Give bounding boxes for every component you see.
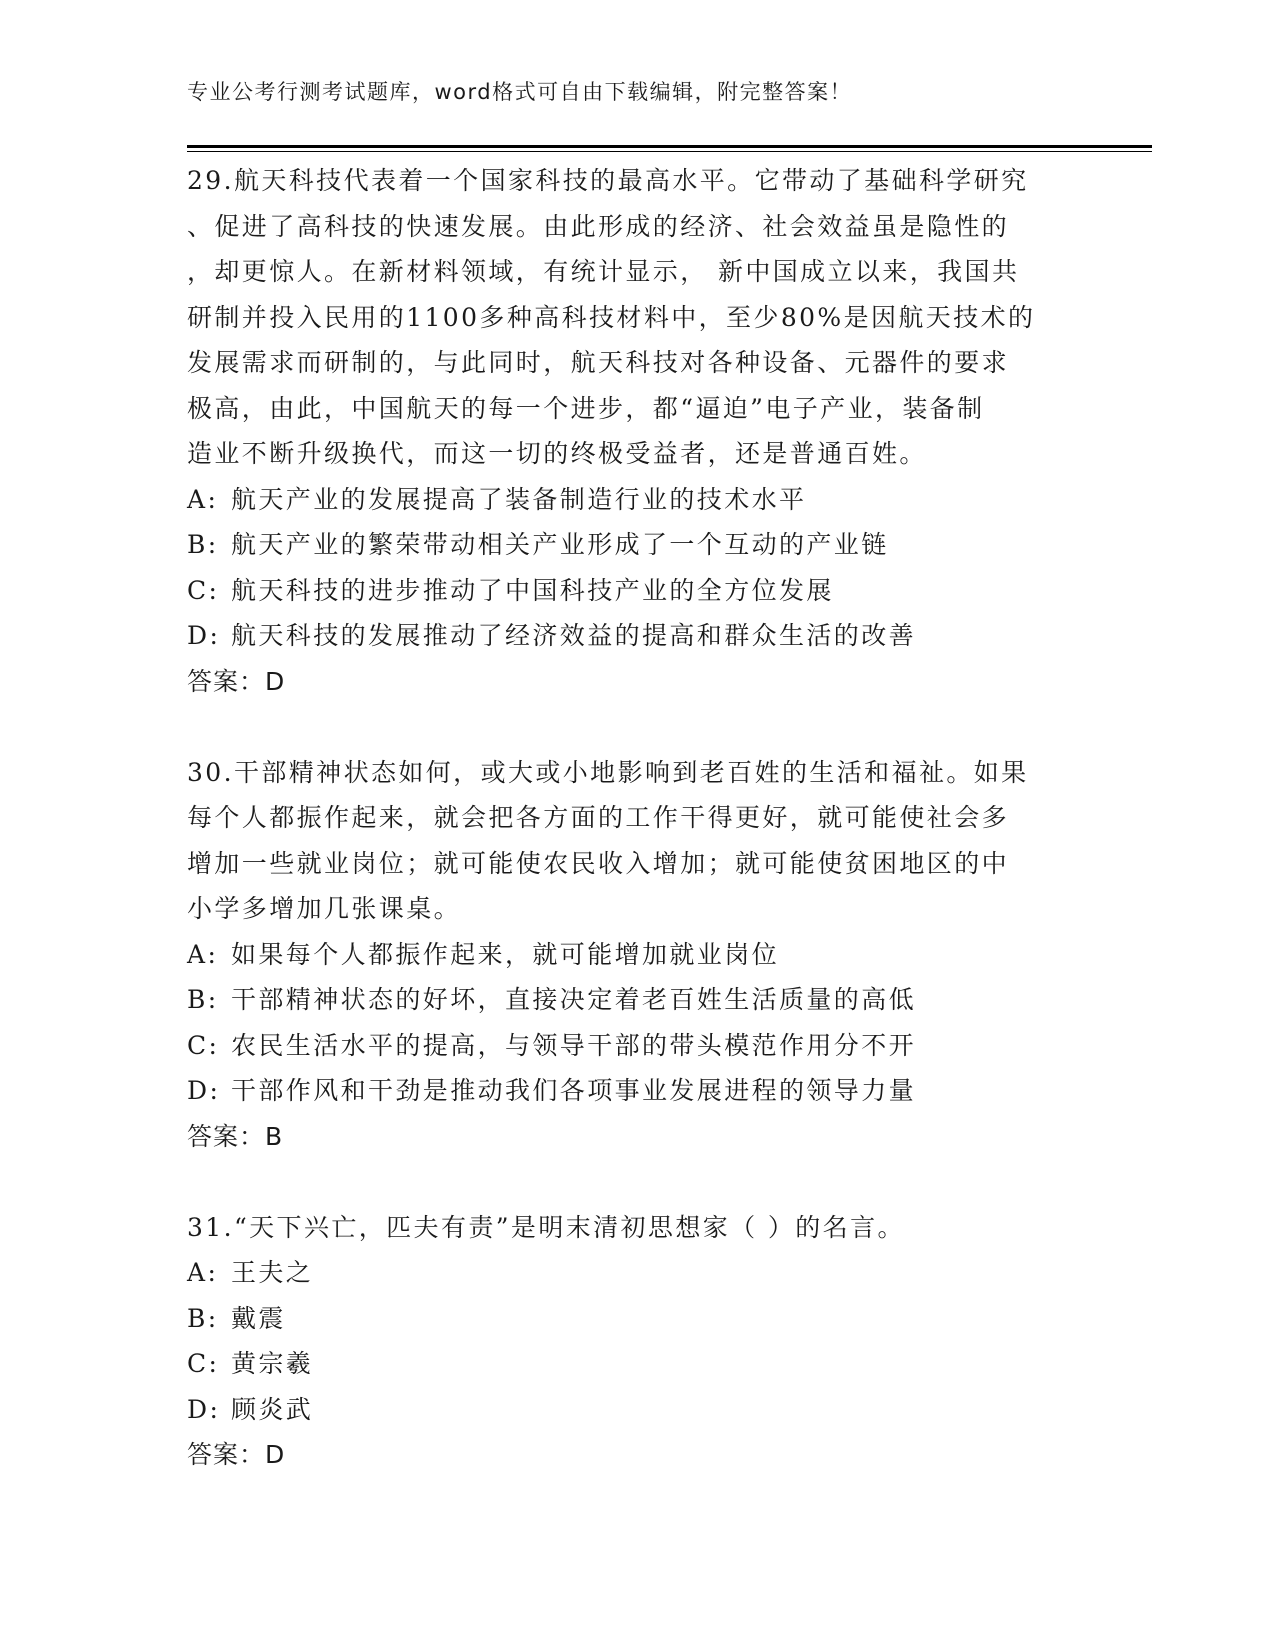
option-text: 干部精神状态的好坏，直接决定着老百姓生活质量的高低 [231,985,917,1014]
stem-line [187,1205,1067,1251]
answer-line: 答案：D [187,1440,286,1469]
answer-line: 答案：D [187,666,286,696]
option-letter: C: [187,1349,220,1378]
option-b [187,522,1067,568]
option-text: 王夫之 [231,1258,314,1287]
header-rule-thin [187,151,1152,152]
stem-line: 研制并投入民用的1100多种高科技材料中，至少80%是因航天技术的 [187,302,1036,332]
option-text: 顾炎武 [231,1394,314,1424]
stem-line: 造业不断升级换代，而这一切的终极受益者，还是普通百姓。 [187,439,927,468]
option-d [187,613,1067,659]
option-letter: C: [187,575,220,605]
option-text: 如果每个人都振作起来，就可能增加就业岗位 [231,939,780,969]
stem-text: “天下兴亡，匹夫有责”是明末清初思想家（ ）的名言。 [233,1212,905,1242]
header-rule-thick [187,145,1152,148]
stem-text: 航天科技代表着一个国家科技的最高水平。它带动了基础科学研究 [233,166,1029,195]
option-text: 航天产业的繁荣带动相关产业形成了一个互动的产业链 [231,530,889,559]
option-letter: A: [187,484,219,514]
stem-line [187,158,1067,204]
question-31 [187,1205,1067,1478]
question-number: 31. [187,1212,234,1242]
option-letter: C: [187,1030,220,1060]
option-c [187,1341,1067,1387]
option-letter: B: [187,530,219,559]
stem-line: 小学多增加几张课桌。 [187,894,462,923]
question-number: 29. [187,166,234,195]
page-header: 专业公考行测考试题库，word格式可自由下载编辑，附完整答案！ [187,80,853,104]
answer-line: 答案：B [187,1121,284,1151]
option-a [187,932,1067,978]
option-c [187,568,1067,614]
question-stem [187,750,1067,932]
option-d [187,1068,1067,1114]
stem-line: 每个人都振作起来，就会把各方面的工作干得更好，就可能使社会多 [187,803,1010,832]
option-letter: B: [187,985,219,1014]
question-spacer [187,704,1067,750]
option-letter: D: [187,1076,221,1105]
option-text: 农民生活水平的提高，与领导干部的带头模范作用分不开 [231,1030,917,1060]
option-c [187,1023,1067,1069]
option-letter: A: [187,939,219,969]
option-d [187,1387,1067,1433]
option-text: 航天产业的发展提高了装备制造行业的技术水平 [231,484,807,514]
stem-line: 、促进了高科技的快速发展。由此形成的经济、社会效益虽是隐性的 [187,211,1010,241]
option-b [187,1296,1067,1342]
option-text: 戴震 [231,1303,286,1333]
question-spacer [187,1159,1067,1205]
question-number: 30. [187,757,234,787]
option-letter: B: [187,1303,219,1333]
question-list [187,158,1067,1478]
question-30 [187,750,1067,1160]
option-a [187,477,1067,523]
question-29 [187,158,1067,704]
question-stem [187,158,1067,477]
option-text: 黄宗羲 [231,1349,314,1378]
option-letter: D: [187,621,221,650]
stem-line: ，却更惊人。在新材料领域，有统计显示， 新中国成立以来，我国共 [187,257,1020,286]
option-b [187,977,1067,1023]
option-a [187,1250,1067,1296]
option-letter: A: [187,1258,219,1287]
option-letter: D: [187,1394,221,1424]
question-stem [187,1205,1067,1251]
option-text: 干部作风和干劲是推动我们各项事业发展进程的领导力量 [231,1076,917,1105]
stem-line [187,750,1067,796]
stem-line: 发展需求而研制的，与此同时，航天科技对各种设备、元器件的要求 [187,348,1010,377]
stem-line: 极高，由此，中国航天的每一个进步，都“逼迫”电子产业，装备制 [187,393,985,423]
stem-line: 增加一些就业岗位；就可能使农民收入增加；就可能使贫困地区的中 [187,848,1010,878]
stem-text: 干部精神状态如何，或大或小地影响到老百姓的生活和福祉。如果 [233,757,1029,787]
option-text: 航天科技的进步推动了中国科技产业的全方位发展 [231,575,834,605]
option-text: 航天科技的发展推动了经济效益的提高和群众生活的改善 [231,621,917,650]
